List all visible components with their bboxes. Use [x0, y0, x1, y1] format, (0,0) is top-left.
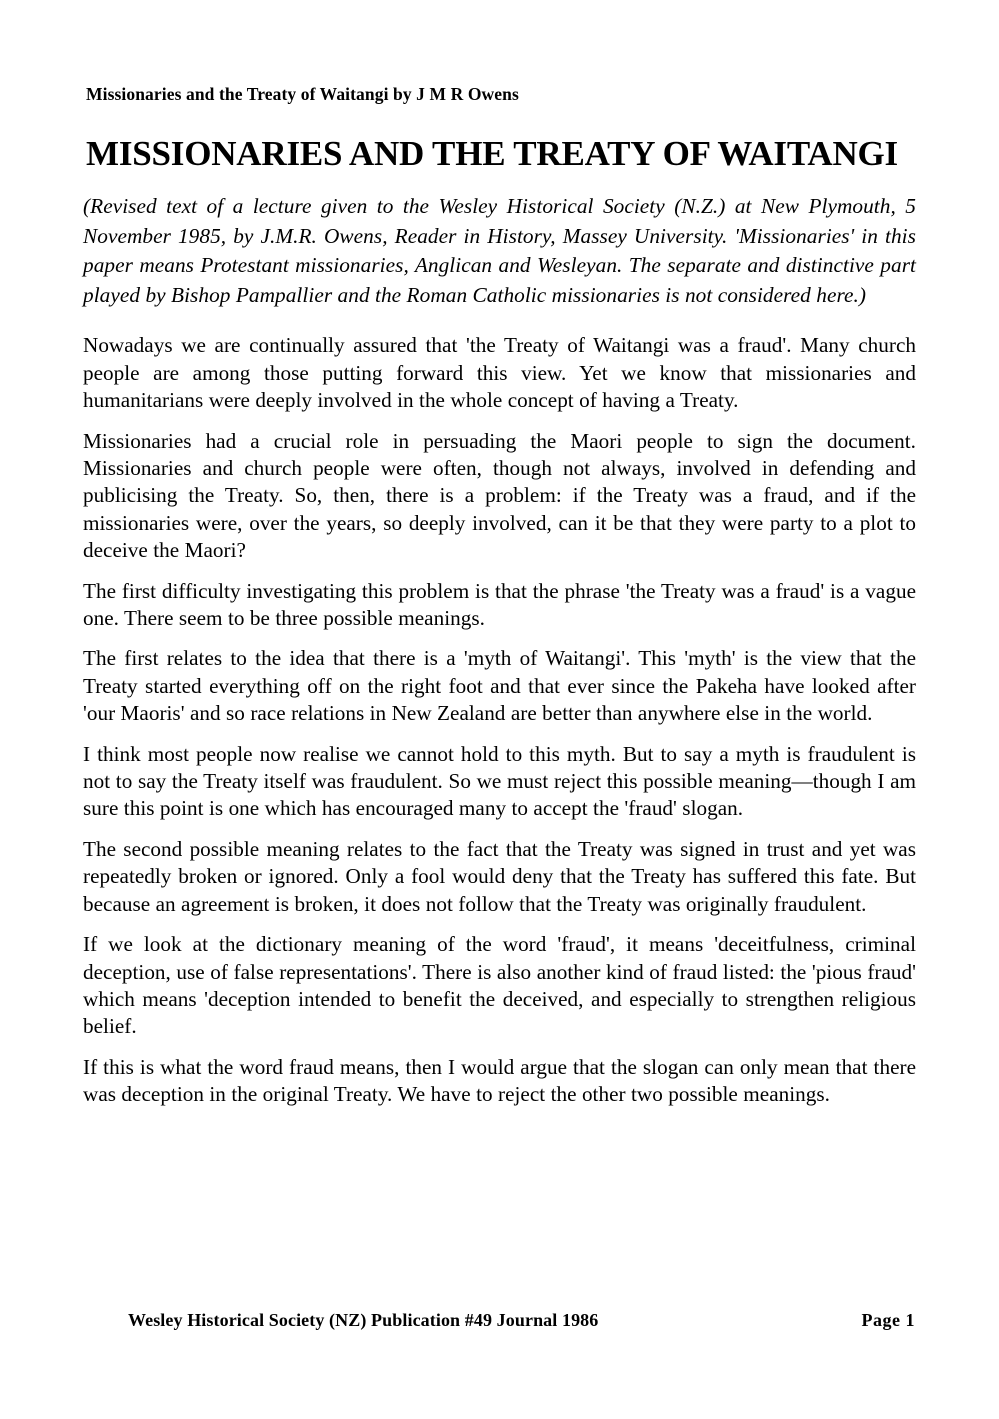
abstract-note: (Revised text of a lecture given to the Wesley Historical Society (N.Z.) at New Plymouth, 5 November 1985, by J.M.R. Owens, Reader in History, Massey University. 'Missionaries' in this paper means Protestant missionaries, Anglican and Wesleyan. The separate and distinctive part played by Bishop Pampallier and the Roman Catholic missionaries is not considered here.): [83, 194, 916, 307]
footer-page-number: Page 1: [861, 1310, 915, 1330]
article-body: [83, 192, 916, 1109]
paragraph: If this is what the word fraud means, then I would argue that the slogan can only mean that there was deception in the original Treaty. We have to reject the other two possible meanings.: [83, 1054, 916, 1107]
page-footer: [128, 1308, 915, 1332]
paragraph: The first difficulty investigating this problem is that the phrase 'the Treaty was a fraud' is a vague one. There seem to be three possible meanings.: [83, 578, 916, 631]
paragraph: The first relates to the idea that there is a 'myth of Waitangi'. This 'myth' is the view that the Treaty started everything off on the right foot and that ever since the Pakeha have looked after 'our Maoris' and so race relations in New Zealand are better than anywhere else in the world.: [83, 646, 916, 726]
paragraph: Nowadays we are continually assured that 'the Treaty of Waitangi was a fraud'. Many church people are among those putting forward this view. Yet we know that missionaries and humanitarians were deeply involved in the whole concept of having a Treaty.: [83, 333, 916, 413]
paragraph: If we look at the dictionary meaning of the word 'fraud', it means 'deceitfulness, criminal deception, use of false representations'. There is also another kind of fraud listed: the 'pious fraud' which means 'deception intended to benefit the deceived, and especially to strengthen religious belief.: [83, 932, 916, 1039]
paragraph: I think most people now realise we cannot hold to this myth. But to say a myth is fraudulent is not to say the Treaty itself was fraudulent. So we must reject this possible meaning—though I am sure this point is one which has encouraged many to accept the 'fraud' slogan.: [83, 741, 916, 821]
running-header: Missionaries and the Treaty of Waitangi by J M R Owens: [86, 84, 519, 104]
page-title: MISSIONARIES AND THE TREATY OF WAITANGI: [86, 134, 898, 173]
footer-publication-text: Wesley Historical Society (NZ) Publication #49 Journal 1986: [128, 1310, 599, 1330]
paragraph: The second possible meaning relates to the fact that the Treaty was signed in trust and yet was repeatedly broken or ignored. Only a fool would deny that the Treaty has suffered this fate. But because an agreement is broken, it does not follow that the Treaty was originally fraudulent.: [83, 836, 916, 916]
paragraph: Missionaries had a crucial role in persuading the Maori people to sign the document. Missionaries and church people were often, though not always, involved in defending and publicising the Treaty. So, then, there is a problem: if the Treaty was a fraud, and if the missionaries were, over the years, so deeply involved, can it be that they were party to a plot to deceive the Maori?: [83, 428, 916, 563]
